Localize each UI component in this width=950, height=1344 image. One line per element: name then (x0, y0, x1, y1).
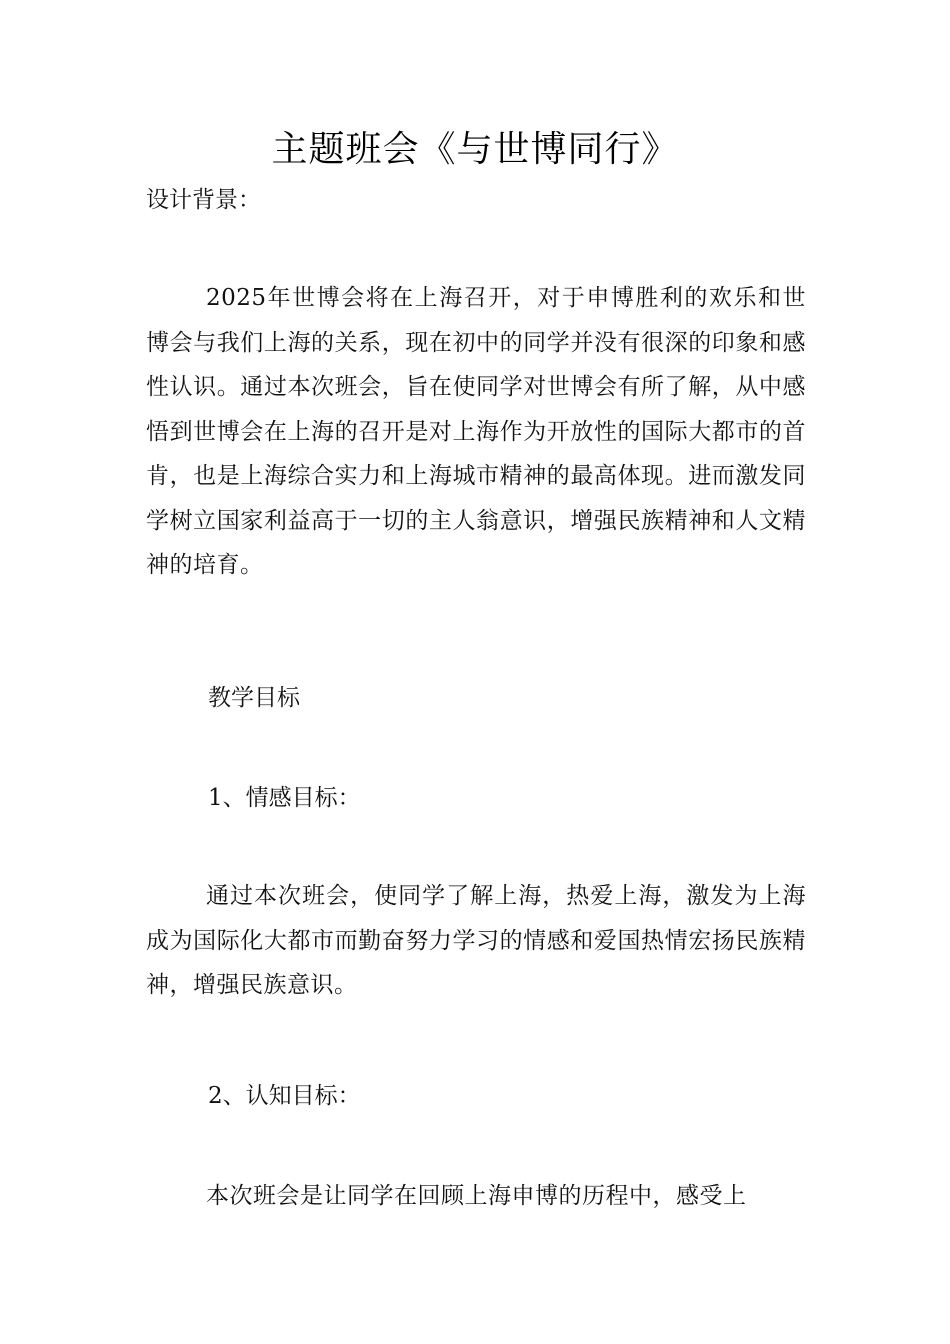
goal2-paragraph: 本次班会是让同学在回顾上海申博的历程中，感受上 (206, 1183, 747, 1209)
background-paragraph: 2025年世博会将在上海召开，对于申博胜利的欢乐和世博会与我们上海的关系，现在初中的同学并没有很深的印象和感性认识。通过本次班会，旨在使同学对世博会有所了解，从中感悟到世博会在上海的召开是对上海作为开放性的国际大都市的首肯，也是上海综合实力和上海城市精神的最高体现。进而激发同学树立国家利益高于一切的主人翁意识，增强民族精神和人文精神的培育。 (146, 285, 806, 578)
teaching-goals-heading: 教学目标 (208, 685, 300, 711)
design-background-label: 设计背景： (146, 187, 261, 213)
goal1-paragraph: 通过本次班会，使同学了解上海，热爱上海，激发为上海成为国际化大都市而勤奋努力学习的情感和爱国热情宏扬民族精神，增强民族意识。 (146, 883, 806, 998)
goal1-heading: 1、情感目标： (208, 785, 361, 811)
goal2-heading: 2、认知目标： (208, 1083, 361, 1109)
document-title: 主题班会《与世博同行》 (271, 129, 679, 170)
